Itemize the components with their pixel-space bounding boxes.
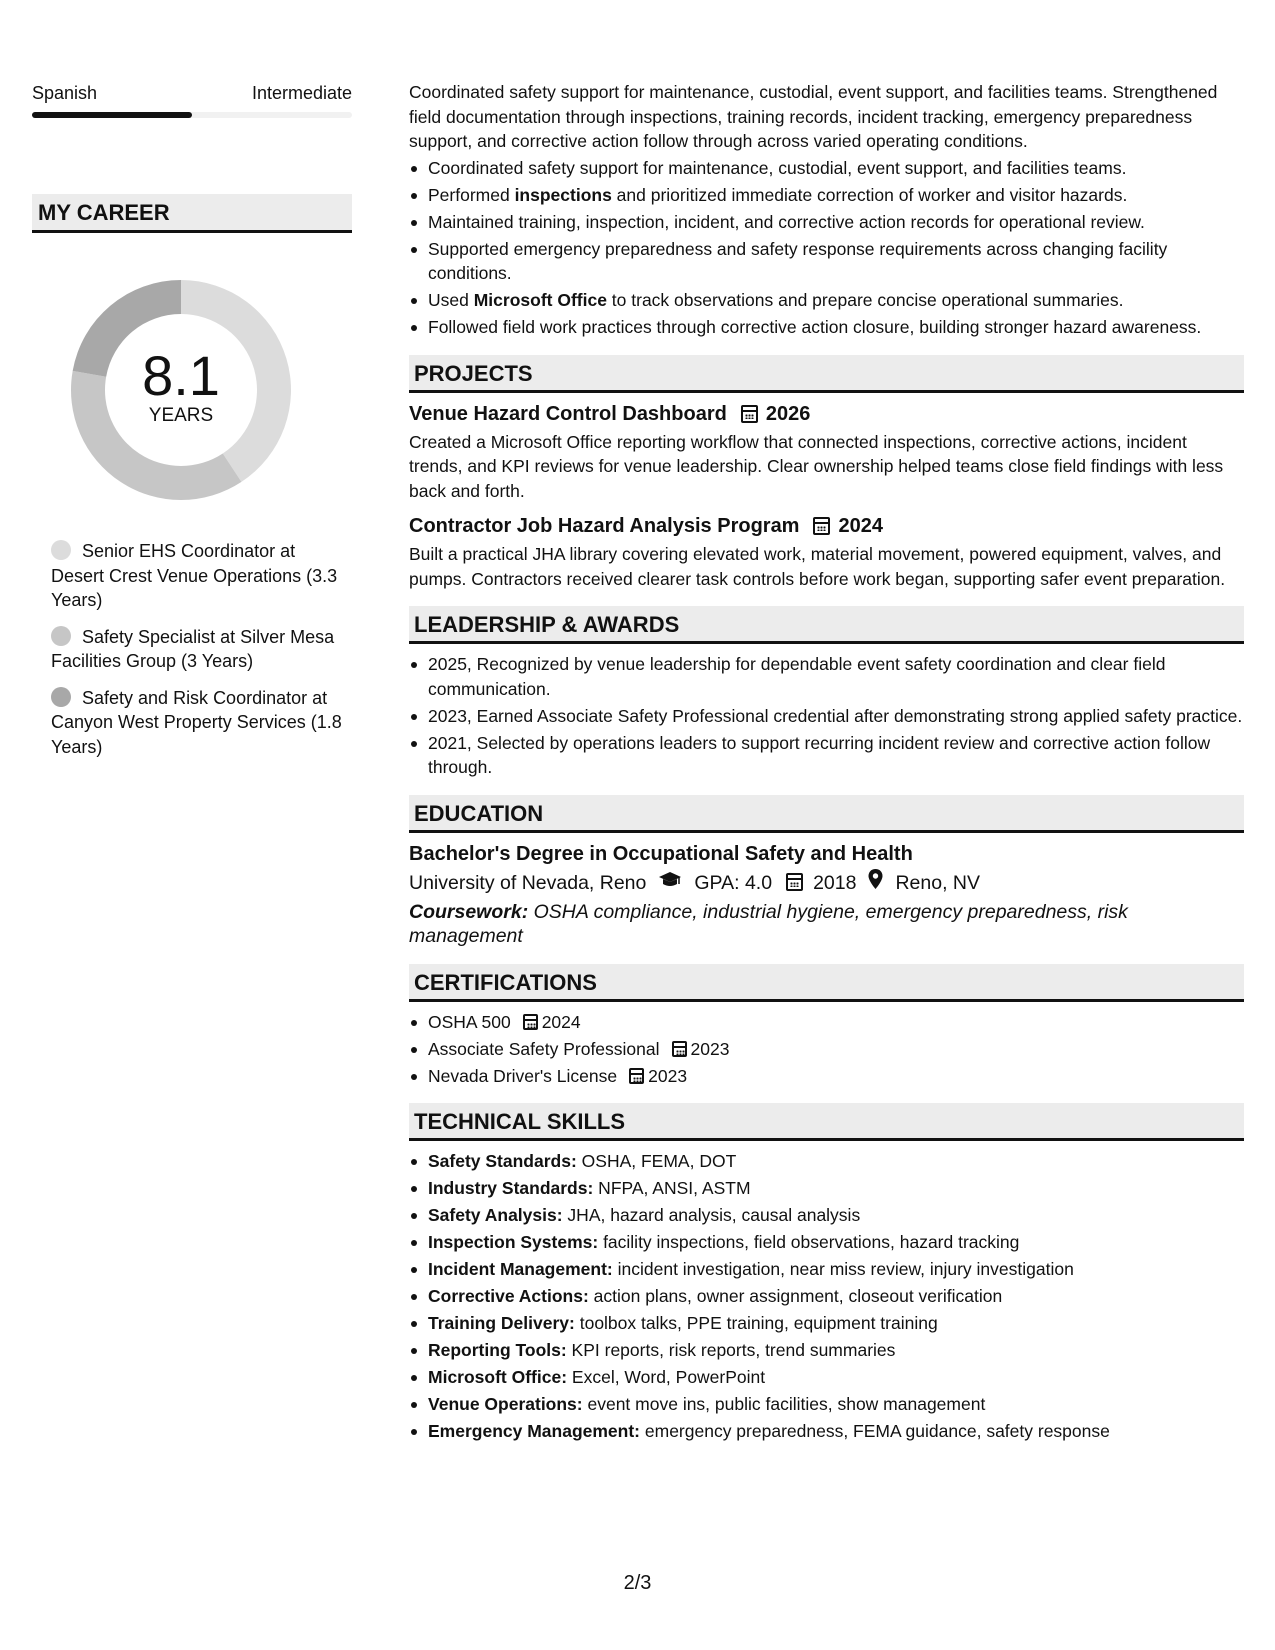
skill-label: Inspection Systems:: [428, 1232, 599, 1252]
main-content: [409, 80, 1244, 1446]
list-item: 2023, Earned Associate Safety Professional credential after demonstrating strong applied safety practice.: [409, 704, 1244, 729]
list-item: [409, 1257, 1244, 1282]
bullet-text: Used: [428, 290, 474, 310]
experience-bullets: [409, 156, 1244, 340]
skills-list: [409, 1149, 1244, 1444]
cert-name: Nevada Driver's License: [428, 1065, 618, 1086]
cert-year: 2024: [541, 1011, 581, 1032]
skill-value: Excel, Word, PowerPoint: [567, 1367, 766, 1387]
bullet-text: Performed: [428, 184, 515, 205]
project-year: 2024: [838, 515, 883, 537]
calendar-icon: [741, 405, 758, 423]
list-item: [409, 1284, 1244, 1309]
leadership-list: [409, 652, 1244, 780]
list-item: [409, 1064, 1244, 1089]
career-item: [51, 625, 352, 674]
list-item: [409, 1392, 1244, 1417]
bullet-text: to track observations and prepare concise operational summaries.: [606, 290, 1124, 310]
skill-label: Corrective Actions:: [428, 1286, 589, 1306]
skill-label: Reporting Tools:: [428, 1340, 567, 1360]
education-school: University of Nevada, Reno: [409, 871, 647, 894]
bullet-bold: Microsoft Office: [473, 290, 607, 310]
career-item-text: Safety Specialist at Silver Mesa Facilities Group (3 Years): [51, 626, 335, 671]
skill-value: facility inspections, field observations, hazard tracking: [598, 1232, 1020, 1252]
language-level: Intermediate: [251, 83, 352, 103]
calendar-icon: [786, 873, 803, 891]
skill-label: Emergency Management:: [428, 1421, 641, 1441]
list-item: 2021, Selected by operations leaders to support recurring incident review and corrective action follow through.: [409, 731, 1244, 780]
list-item: [409, 1419, 1244, 1444]
legend-dot-icon: [51, 626, 71, 646]
career-heading: MY CAREER: [32, 194, 352, 233]
skill-label: Safety Analysis:: [428, 1205, 563, 1225]
cert-year: 2023: [690, 1038, 730, 1059]
location-pin-icon: [868, 868, 883, 898]
language-row: [32, 80, 352, 106]
skill-value: action plans, owner assignment, closeout verification: [588, 1286, 1003, 1306]
donut-center: [66, 275, 296, 505]
list-item: [409, 1338, 1244, 1363]
education-year: 2018: [813, 871, 857, 894]
skill-value: incident investigation, near miss review, injury investigation: [612, 1259, 1074, 1279]
project-name: Contractor Job Hazard Analysis Program: [409, 515, 800, 537]
bullet-text: Maintained training, inspection, incident, and corrective action records for operational review.: [428, 211, 1145, 232]
education-details: [409, 868, 1244, 898]
projects-heading: PROJECTS: [409, 355, 1244, 393]
page-number: 2/3: [623, 1572, 652, 1594]
list-item: [409, 210, 1244, 235]
cert-name: OSHA 500: [428, 1011, 511, 1032]
legend-dot-icon: [51, 687, 71, 707]
calendar-icon-wrap: [786, 868, 803, 898]
career-total-years: 8.1: [142, 344, 220, 407]
list-item: [409, 183, 1244, 208]
education-gpa: GPA: 4.0: [694, 871, 773, 894]
list-item: [409, 1203, 1244, 1228]
career-item: [51, 686, 352, 760]
graduation-cap-icon: [658, 868, 682, 898]
skill-value: event move ins, public facilities, show management: [582, 1394, 986, 1414]
calendar-icon: [813, 517, 830, 535]
certifications-heading: CERTIFICATIONS: [409, 964, 1244, 1002]
project-description: Built a practical JHA library covering elevated work, material movement, powered equipment, valves, and pumps. Contractors received clearer task controls before work began, supporting safer event preparation.: [409, 544, 1226, 589]
career-item: [51, 539, 352, 613]
skill-value: OSHA, FEMA, DOT: [576, 1151, 737, 1171]
project-title: [409, 401, 1244, 427]
education-location: Reno, NV: [895, 871, 980, 894]
skill-label: Training Delivery:: [428, 1313, 575, 1333]
skill-label: Microsoft Office:: [428, 1367, 568, 1387]
education-heading: EDUCATION: [409, 795, 1244, 833]
language-proficiency-fill: [32, 112, 192, 118]
cert-year: 2023: [648, 1065, 688, 1086]
skill-value: emergency preparedness, FEMA guidance, safety response: [640, 1421, 1110, 1441]
legend-dot-icon: [51, 540, 71, 560]
skills-heading: TECHNICAL SKILLS: [409, 1103, 1244, 1141]
project-description: Created a Microsoft Office reporting workflow that connected inspections, corrective actions, incident trends, and KPI reviews for venue leadership. Clear ownership helped teams close field findings with less back and forth.: [409, 431, 1224, 501]
list-item: [409, 156, 1244, 181]
list-item: [409, 1010, 1244, 1035]
list-item: [409, 1037, 1244, 1062]
project-year: 2026: [765, 402, 811, 425]
bullet-bold: inspections: [514, 184, 612, 205]
bullet-text: and prioritized immediate correction of worker and visitor hazards.: [611, 184, 1128, 205]
calendar-icon: [629, 1068, 644, 1084]
skill-label: Incident Management:: [428, 1259, 613, 1279]
list-item: [409, 237, 1244, 286]
experience-intro: Coordinated safety support for maintenance, custodial, event support, and facilities teams. Strengthened field documentation through inspections, training records, incident tracking, emergency preparedness support, and corrective action follow through across varied operating conditions.: [409, 82, 1218, 151]
calendar-icon: [672, 1041, 687, 1057]
career-item-text: Safety and Risk Coordinator at Canyon West Property Services (1.8 Years): [51, 687, 342, 757]
list-item: [409, 1365, 1244, 1390]
skill-label: Safety Standards:: [428, 1151, 577, 1171]
bullet-text: Followed field work practices through corrective action closure, building stronger hazard awareness.: [428, 317, 1202, 337]
list-item: 2025, Recognized by venue leadership for dependable event safety coordination and clear field communication.: [409, 652, 1244, 701]
skill-value: NFPA, ANSI, ASTM: [593, 1178, 751, 1198]
calendar-icon: [523, 1014, 538, 1030]
career-legend: [32, 539, 352, 759]
bullet-text: Supported emergency preparedness and safety response requirements across changing facility conditions.: [428, 238, 1168, 283]
sidebar: [32, 80, 352, 771]
career-total-unit: YEARS: [148, 405, 214, 426]
skill-value: JHA, hazard analysis, causal analysis: [562, 1205, 861, 1225]
coursework-text: OSHA compliance, industrial hygiene, emergency preparedness, risk management: [409, 900, 1128, 947]
list-item: [409, 1230, 1244, 1255]
leadership-heading: LEADERSHIP & AWARDS: [409, 606, 1244, 644]
education-degree: Bachelor's Degree in Occupational Safety and Health: [409, 842, 913, 865]
list-item: [409, 1311, 1244, 1336]
skill-label: Venue Operations:: [428, 1394, 583, 1414]
list-item: [409, 315, 1244, 340]
cert-name: Associate Safety Professional: [428, 1038, 660, 1059]
language-proficiency-bar: [32, 112, 352, 118]
project-name: Venue Hazard Control Dashboard: [409, 402, 727, 425]
project-title: [409, 513, 1244, 539]
education-coursework: [409, 900, 1244, 949]
skill-label: Industry Standards:: [428, 1178, 594, 1198]
list-item: [409, 1176, 1244, 1201]
list-item: [409, 288, 1244, 313]
language-name: Spanish: [32, 83, 98, 103]
skill-value: toolbox talks, PPE training, equipment training: [574, 1313, 938, 1333]
career-item-text: Senior EHS Coordinator at Desert Crest Venue Operations (3.3 Years): [51, 541, 338, 610]
coursework-label: Coursework:: [409, 900, 529, 923]
skill-value: KPI reports, risk reports, trend summaries: [566, 1340, 896, 1360]
certifications-list: [409, 1010, 1244, 1089]
bullet-text: Coordinated safety support for maintenance, custodial, event support, and facilities teams.: [428, 157, 1127, 178]
career-donut-chart: [66, 275, 296, 505]
list-item: [409, 1149, 1244, 1174]
